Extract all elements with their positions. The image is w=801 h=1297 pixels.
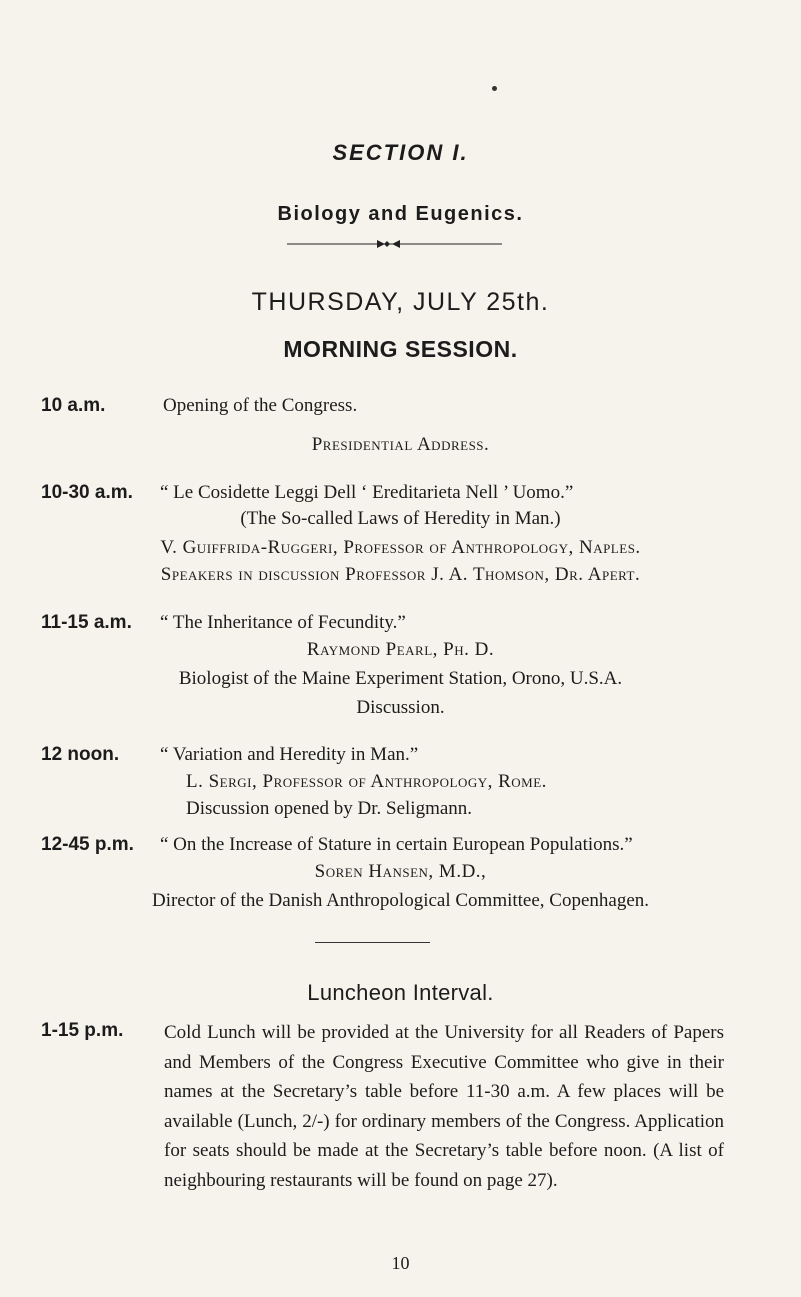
item-translation: (The So-called Laws of Heredity in Man.)	[240, 508, 561, 529]
item-discussion: Discussion.	[356, 697, 445, 718]
item-discussion: Speakers in discussion Professor J. A. Thomson, Dr. Apert.	[160, 564, 641, 585]
ink-dot	[492, 86, 497, 91]
session-title: MORNING SESSION.	[283, 336, 518, 362]
item-title: “ Le Cosidette Leggi Dell ‘ Ereditarieta Nell ’ Uomo.”	[160, 482, 574, 503]
time-label: 12-45 p.m.	[41, 834, 134, 855]
time-label: 1-15 p.m.	[41, 1020, 124, 1041]
luncheon-title: Luncheon Interval.	[307, 980, 494, 1005]
item-speaker: Raymond Pearl, Ph. D.	[306, 639, 495, 660]
time-label: 10-30 a.m.	[41, 482, 133, 503]
item-title: “ The Inheritance of Fecundity.”	[160, 612, 406, 633]
item-speaker: Soren Hansen, M.D.,	[314, 861, 487, 882]
date-heading: THURSDAY, JULY 25th.	[251, 288, 550, 316]
section-divider	[315, 942, 430, 943]
item-speaker: V. Guiffrida-Ruggeri, Professor of Anthropology, Naples.	[160, 537, 641, 558]
item-title: “ On the Increase of Stature in certain European Populations.”	[160, 834, 633, 855]
subject-title: Biology and Eugenics.	[277, 203, 524, 225]
luncheon-text: Cold Lunch will be provided at the University for all Readers of Papers and Members of the Congress Executive Committee who give in their names at the Secretary’s table before 11-30 a.m. A few places will be available (Lunch, 2/-) for ordinary members of the Congress. Application for seats should be made at the Secretary’s table before noon. (A list of neighbouring restaurants will be found on page 27).	[164, 1022, 724, 1191]
time-label: 10 a.m.	[41, 395, 106, 416]
item-affiliation: Biologist of the Maine Experiment Station, Orono, U.S.A.	[178, 668, 623, 689]
item-speaker: L. Sergi, Professor of Anthropology, Rome.	[186, 771, 547, 792]
item-title: “ Variation and Heredity in Man.”	[160, 744, 419, 765]
time-label: 12 noon.	[41, 744, 120, 765]
section-title: SECTION I.	[332, 140, 469, 165]
page-number: 10	[391, 1253, 410, 1273]
item-discussion: Discussion opened by Dr. Seligmann.	[186, 798, 473, 819]
item-affiliation: Director of the Danish Anthropological Committee, Copenhagen.	[151, 890, 650, 911]
item-title: Opening of the Congress.	[163, 395, 358, 416]
item-subtitle: Presidential Address.	[311, 434, 490, 455]
time-label: 11-15 a.m.	[41, 612, 132, 633]
ornament-divider-icon	[287, 236, 502, 252]
